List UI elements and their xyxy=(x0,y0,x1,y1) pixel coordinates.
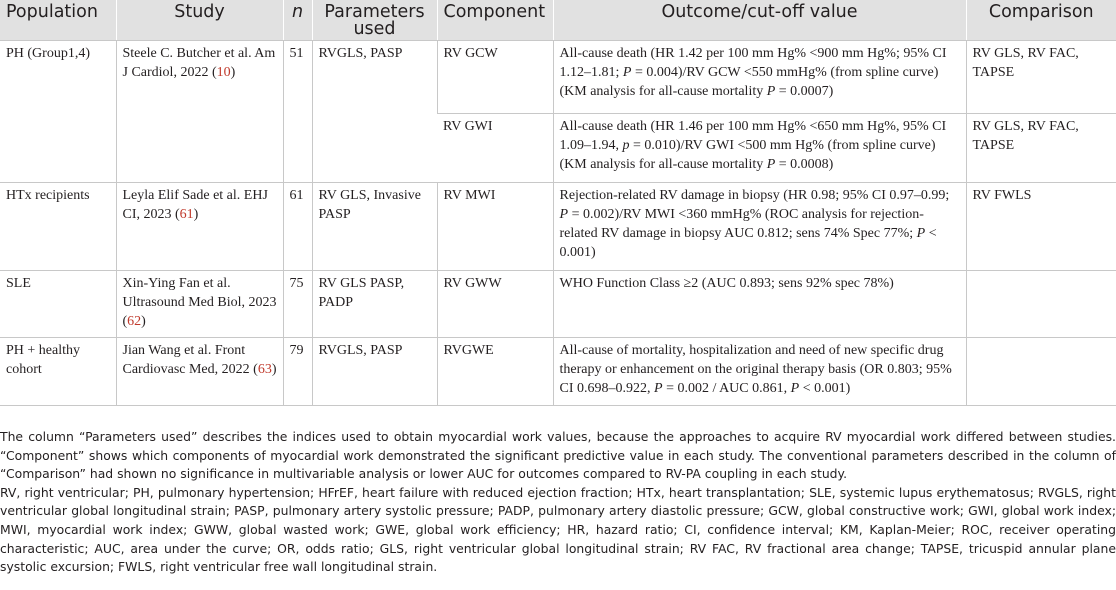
p-symbol: P xyxy=(654,381,663,396)
footnote-abbreviations: RV, right ventricular; PH, pulmonary hypertension; HFrEF, heart failure with reduced ejection fraction; HTx, heart transplantation; SLE, systemic lupus erythematosus; RVGLS, right ventricular global longitudinal strain; PASP, pulmonary artery systolic pressure; PADP, pulmonary artery diastolic pressure; GCW, global constructive work; GWI, global work index; MWI, myocardial work index; GWW, global wasted work; GWE, global work efficiency; HR, hazard ratio; CI, confidence interval; KM, Kaplan-Meier; ROC, receiver operating characteristic; AUC, area under the curve; OR, odds ratio; GLS, right ventricular global longitudinal strain; RV FAC, RV fractional area change; TAPSE, tricuspid annular plane systolic excursion; FWLS, right ventricular free wall longitudinal strain. xyxy=(0,484,1116,575)
header-study: Study xyxy=(116,0,283,41)
outcome-text: = 0.002)/RV MWI <360 mmHg% (ROC analysis for rejection-related RV damage in biopsy AUC 0.812; sens 74% Spec 77%; xyxy=(559,207,924,241)
outcome-text: < 0.001) xyxy=(799,381,851,396)
cell-population: PH + healthy cohort xyxy=(0,338,116,406)
study-text: Jian Wang et al. Front Cardiovasc Med, 2022 ( xyxy=(122,343,258,377)
cell-parameters: RVGLS, PASP xyxy=(312,41,437,183)
table-header-row xyxy=(0,0,1116,41)
header-outcome: Outcome/cut-off value xyxy=(553,0,966,41)
header-population: Population xyxy=(0,0,116,41)
table-row xyxy=(0,338,1116,406)
cell-n: 51 xyxy=(283,41,312,183)
outcome-text: = 0.002 / AUC 0.861, xyxy=(662,381,791,396)
cell-outcome xyxy=(553,183,966,271)
cell-component: RV GCW xyxy=(437,41,553,114)
reference-link[interactable]: 62 xyxy=(127,314,142,329)
cell-study xyxy=(116,183,283,271)
cell-comparison: RV GLS, RV FAC, TAPSE xyxy=(966,41,1116,114)
reference-link[interactable]: 10 xyxy=(216,65,231,80)
outcome-text: = 0.004)/RV GCW <550 mmHg% (from spline curve) (KM analysis for all-cause mortality xyxy=(559,65,939,99)
study-text-end: ) xyxy=(193,207,199,222)
p-symbol: P xyxy=(622,65,632,80)
study-text-end: ) xyxy=(230,65,236,80)
cell-population: HTx recipients xyxy=(0,183,116,271)
cell-n: 61 xyxy=(283,183,312,271)
cell-component: RV GWI xyxy=(437,114,553,183)
cell-comparison: RV FWLS xyxy=(966,183,1116,271)
header-n: n xyxy=(283,0,312,41)
p-symbol: P xyxy=(790,381,800,396)
header-parameters: Parameters used xyxy=(312,0,437,41)
cell-n: 75 xyxy=(283,271,312,338)
cell-population: PH (Group1,4) xyxy=(0,41,116,183)
header-component: Component xyxy=(437,0,553,41)
cell-comparison: RV GLS, RV FAC, TAPSE xyxy=(966,114,1116,183)
cell-parameters: RV GLS, Invasive PASP xyxy=(312,183,437,271)
study-text: Steele C. Butcher et al. Am J Cardiol, 2022 ( xyxy=(122,46,276,80)
outcome-text: All-cause of mortality, hospitalization and need of new specific drug therapy or enhancement on the original therapy basis (OR 0.803; 95% CI 0.698–0.922, xyxy=(559,343,952,396)
cell-population: SLE xyxy=(0,271,116,338)
cell-component: RV MWI xyxy=(437,183,553,271)
table-row xyxy=(0,271,1116,338)
outcome-text: = 0.010)/RV GWI <500 mm Hg% (from spline curve) (KM analysis for all-cause mortality xyxy=(559,138,936,172)
outcome-text: All-cause death (HR 1.46 per 100 mm Hg% <650 mm Hg%, 95% CI 1.09–1.94, xyxy=(559,119,947,153)
cell-parameters: RV GLS PASP, PADP xyxy=(312,271,437,338)
reference-link[interactable]: 61 xyxy=(179,207,194,222)
p-symbol: P xyxy=(766,84,776,99)
cell-parameters: RVGLS, PASP xyxy=(312,338,437,406)
cell-comparison xyxy=(966,271,1116,338)
cell-comparison xyxy=(966,338,1116,406)
outcome-text: Rejection-related RV damage in biopsy (HR 0.98; 95% CI 0.97–0.99; xyxy=(559,188,950,203)
reference-link[interactable]: 63 xyxy=(257,362,272,377)
p-symbol: p xyxy=(622,138,630,153)
outcome-text: = 0.0008) xyxy=(775,157,834,172)
cell-component: RV GWW xyxy=(437,271,553,338)
study-text: Leyla Elif Sade et al. EHJ CI, 2023 ( xyxy=(122,188,268,222)
study-text: Xin-Ying Fan et al. Ultrasound Med Biol, 2023 ( xyxy=(122,276,277,329)
cell-outcome xyxy=(553,338,966,406)
table-row xyxy=(0,183,1116,271)
cell-outcome: WHO Function Class ≥2 (AUC 0.893; sens 92% spec 78%) xyxy=(553,271,966,338)
cell-component: RVGWE xyxy=(437,338,553,406)
outcome-text: All-cause death (HR 1.42 per 100 mm Hg% <900 mm Hg%; 95% CI 1.12–1.81; xyxy=(559,46,947,80)
outcome-text: < 0.001) xyxy=(559,226,937,260)
study-text-end: ) xyxy=(141,314,146,329)
footnote-description: The column “Parameters used” describes the indices used to obtain myocardial work values, because the approaches to acquire RV myocardial work differed between studies. “Component” shows which components of myocardial work demonstrated the significant predictive value in each study. The conventional parameters described in the column of “Comparison” had shown no significance in multivariable analysis or lower AUC for outcomes compared to RV-PA coupling in each study. xyxy=(0,429,1116,482)
p-symbol: P xyxy=(916,226,926,241)
table-row xyxy=(0,41,1116,114)
p-symbol: P xyxy=(559,207,569,222)
table-footnote xyxy=(0,428,1116,577)
cell-outcome xyxy=(553,41,966,114)
cell-n: 79 xyxy=(283,338,312,406)
study-text-end: ) xyxy=(271,362,277,377)
outcome-text: = 0.0007) xyxy=(775,84,834,99)
cell-study xyxy=(116,271,283,338)
cell-outcome xyxy=(553,114,966,183)
cell-study xyxy=(116,41,283,183)
cell-study xyxy=(116,338,283,406)
header-comparison: Comparison xyxy=(966,0,1116,41)
p-symbol: P xyxy=(766,157,776,172)
